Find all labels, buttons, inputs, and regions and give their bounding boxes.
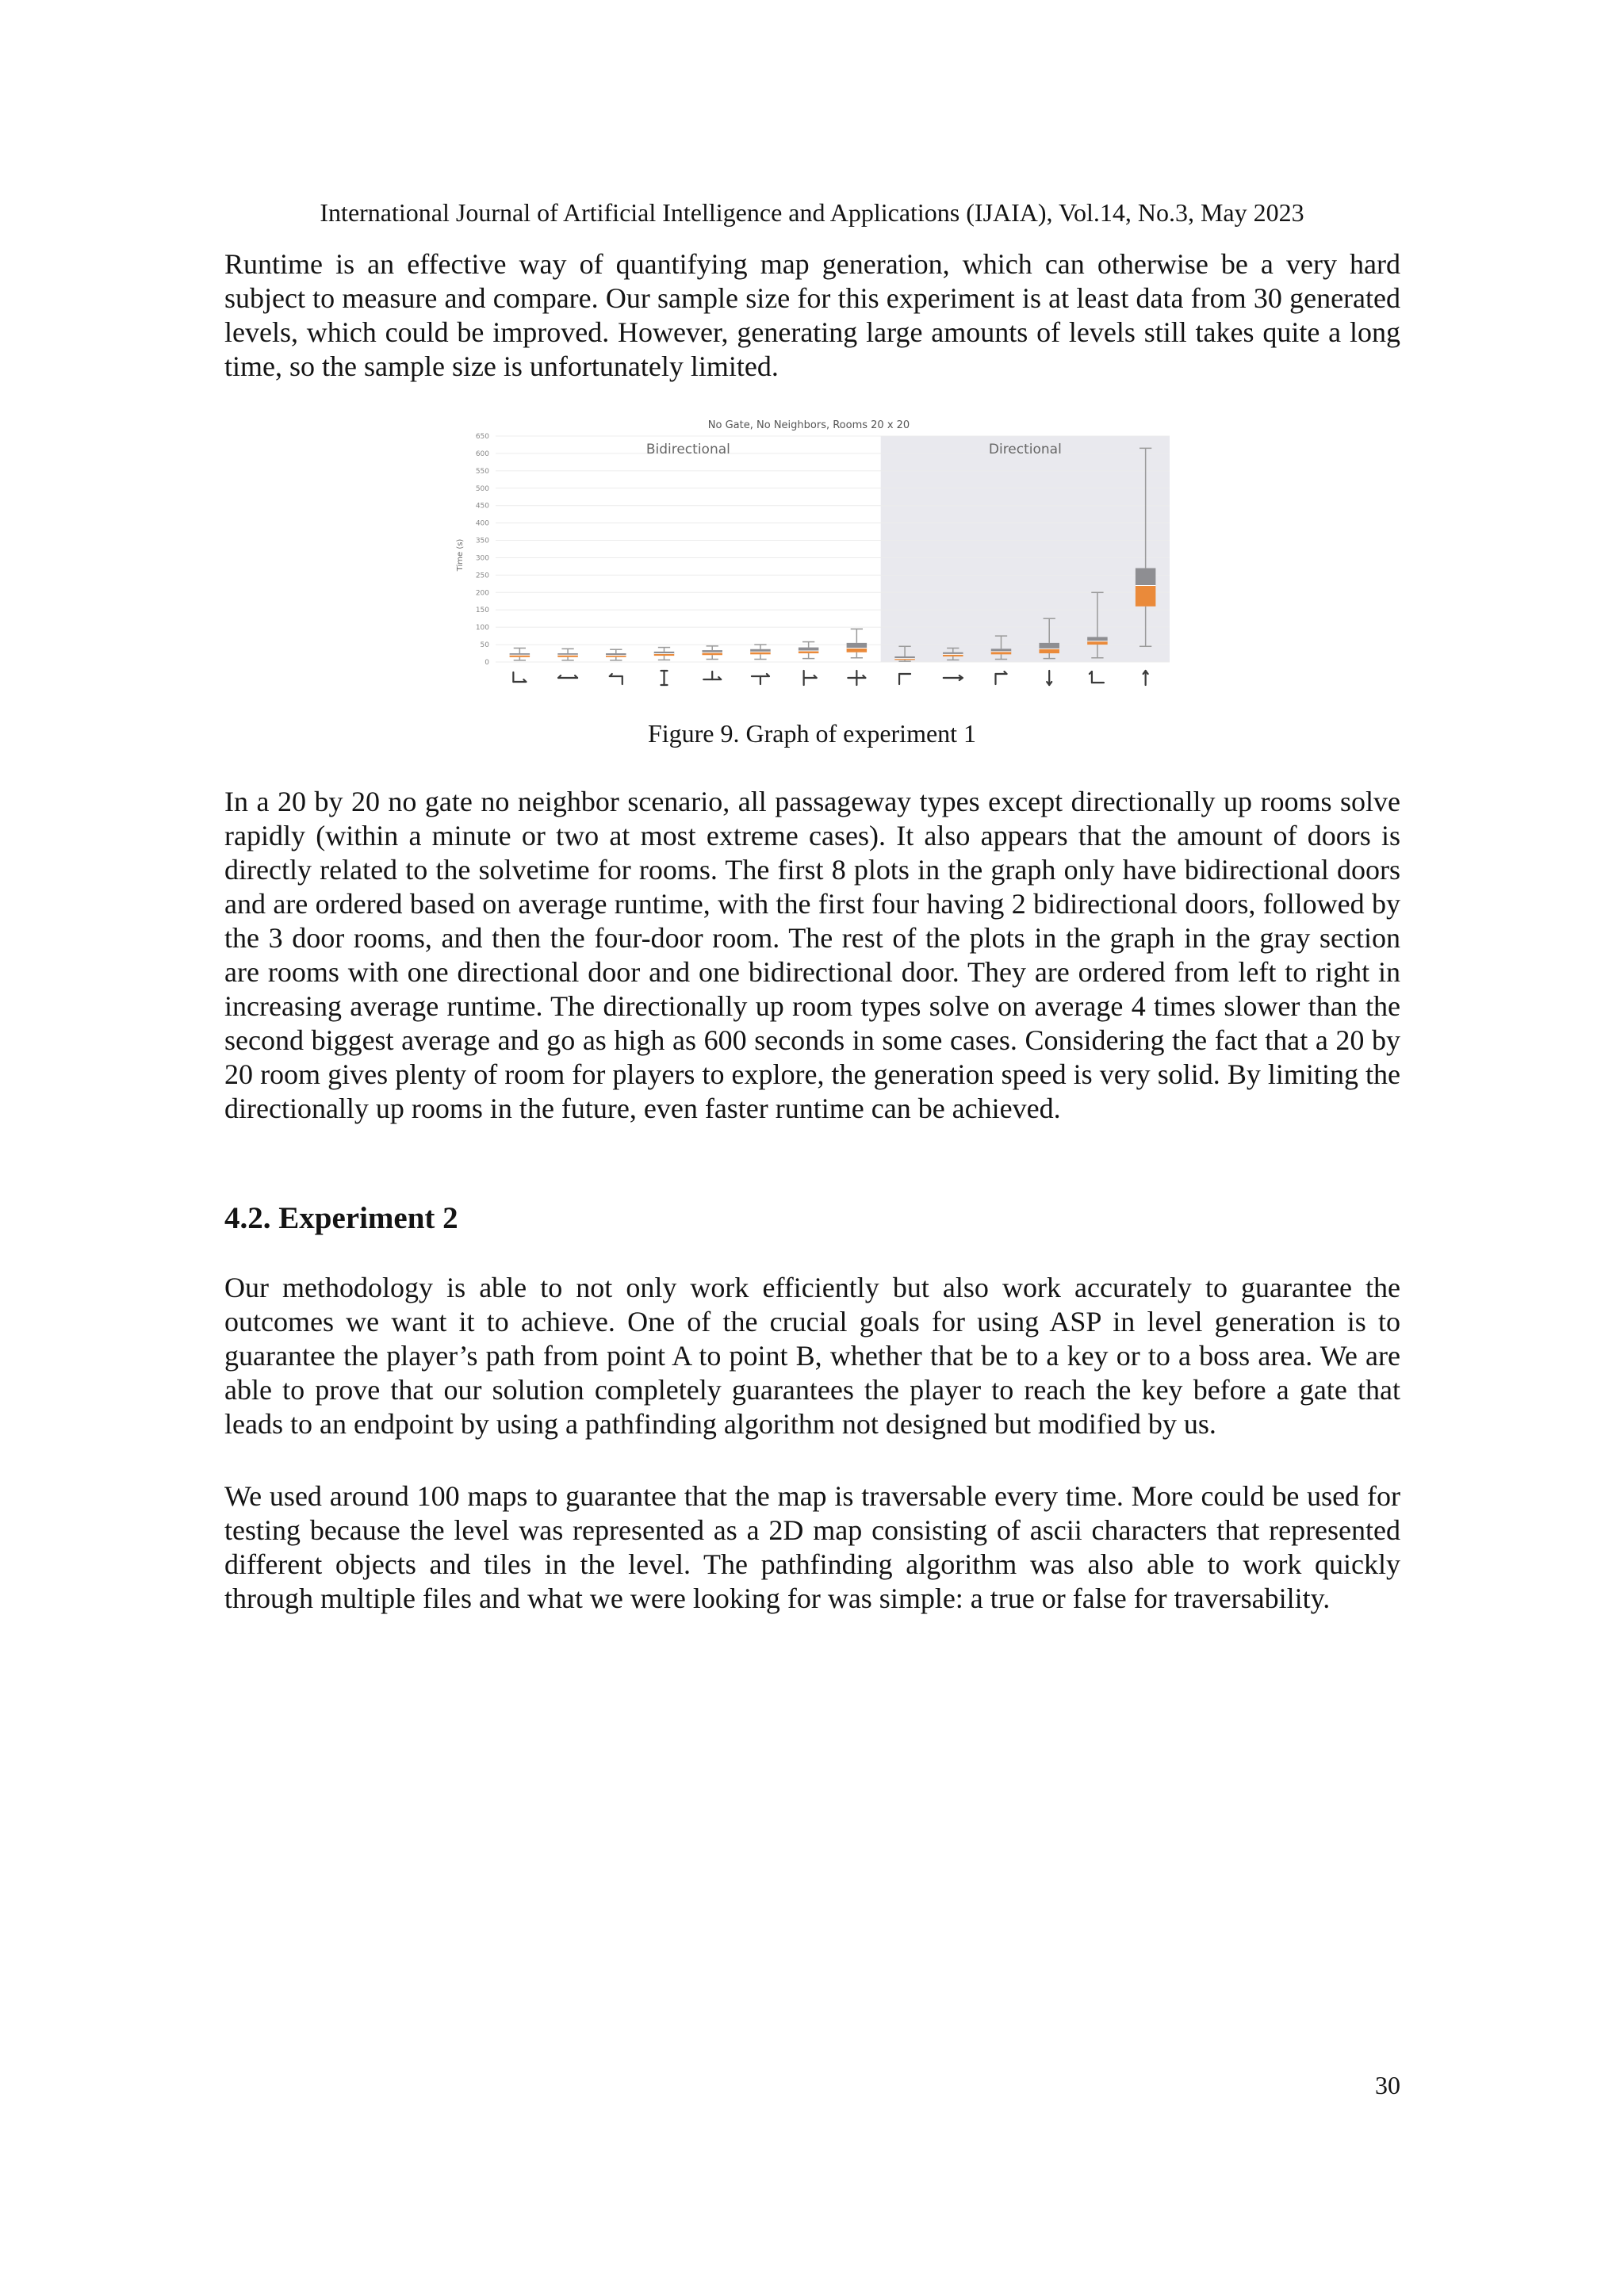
section-heading: 4.2. Experiment 2 [224,1201,458,1235]
icon-t-side-bidirectional [804,671,817,685]
y-tick-label: 450 [475,502,489,511]
chart-y-axis-label: Time (s) [456,538,465,572]
box-upper-half [1039,643,1059,649]
icon-horizontal-directional [944,675,963,680]
box-lower-half [991,652,1012,655]
box-plot-5 [702,646,722,660]
box-lower-half [1039,649,1059,653]
icon-up-directional [1143,671,1148,685]
box-plot-2 [557,649,578,660]
box-upper-half [1136,568,1156,586]
y-tick-label: 0 [485,659,489,667]
chart-title: No Gate, No Neighbors, Rooms 20 x 20 [707,419,910,431]
y-tick-label: 50 [480,641,489,650]
box-lower-half [1087,641,1108,645]
figure-caption: Figure 9. Graph of experiment 1 [647,719,977,748]
paragraph-experiment-1-discussion: In a 20 by 20 no gate no neighbor scenario, all passageway types except directionally up rooms solve rapidly (within a minute or two at most extreme cases). It also appears that the amount of doors is directly related to the solvetime for rooms. The first 8 plots in the graph only have bidirectional doors and are ordered based on average runtime, with the first four having 2 bidirectional doors, followed by the 3 door rooms, and then the four-door room. The rest of the plots in the graph in the gray section are rooms with one directional door and one bidirectional door. They are ordered from left to right in increasing average runtime. The directionally up room types solve on average 4 times slower than the second biggest average and go as high as 600 seconds in some cases. Considering the fact that a 20 by 20 room gives plenty of room for players to explore, the generation speed is very solid. By limiting the directionally up rooms in the future, even faster runtime can be achieved. [224,786,1400,1124]
section-label-bidirectional: Bidirectional [645,442,730,457]
section-label-directional: Directional [988,442,1062,457]
y-tick-label: 650 [475,433,489,441]
y-tick-label: 250 [475,572,489,580]
experiment-1-box-plot [440,414,1178,691]
box-plot-6 [750,645,771,659]
box-lower-half [1136,586,1156,607]
paragraph-traversability: We used around 100 maps to guarantee that the map is traversable every time. More could be used for testing because the level was represented as a 2D map consisting of ascii characters that represented different objects and tiles in the level. The pathfinding algorithm was also able to work quickly through multiple files and what we were looking for was simple: a true or false for traversability. [224,1480,1400,1614]
box-upper-half [799,648,819,651]
y-tick-label: 400 [475,519,489,528]
icon-cross-bidirectional [848,671,865,685]
box-lower-half [847,648,868,652]
paragraph-runtime: Runtime is an effective way of quantifying map generation, which can otherwise be a very hard subject to measure and compare. Our sample size for this experiment is at least data from 30 generated levels, which could be improved. However, generating large amounts of levels still takes quite a long time, so the sample size is unfortunately limited. [224,248,1400,382]
y-tick-label: 200 [475,589,489,598]
box-plot-1 [510,648,530,660]
box-upper-half [847,643,868,649]
paragraph-methodology: Our methodology is able to not only work efficiently but also work accurately to guarantee the outcomes we want it to achieve. One of the crucial goals for using ASP in level generation is to guarantee the player’s path from point A to point B, whether that be to a key or to a boss area. We are able to prove that our solution completely guarantees the player to reach the key before a gate that leads to an endpoint by using a pathfinding algorithm not designed but modified by us. [224,1272,1400,1440]
y-tick-label: 300 [475,554,489,563]
y-tick-label: 550 [475,467,489,476]
box-plot-4 [654,648,675,660]
box-upper-half [750,649,771,652]
y-tick-label: 600 [475,450,489,458]
icon-corner-bidirectional-2 [610,674,622,684]
icon-vertical-bidirectional [661,671,668,685]
y-tick-label: 500 [475,484,489,493]
box-plot-3 [606,649,626,660]
icon-t-up-bidirectional [752,674,769,684]
y-tick-label: 350 [475,537,489,545]
icon-t-down-bidirectional [703,672,721,679]
icon-corner-bidirectional [513,672,526,682]
icon-corner-directional-2 [996,672,1007,684]
icon-horizontal-bidirectional [558,675,577,678]
directional-section-shade [881,436,1170,662]
icon-corner-up-directional [1090,672,1104,683]
icon-corner-directional [899,674,910,684]
y-tick-label: 150 [475,607,489,615]
running-header: International Journal of Artificial Intelligence and Applications (IJAIA), Vol.14, No.3, May 2023 [320,198,1304,227]
page-number: 30 [1375,2071,1400,2099]
box-plot-8 [847,629,868,657]
y-tick-label: 100 [475,624,489,633]
icon-down-directional [1047,671,1051,685]
box-upper-half [991,649,1012,652]
box-upper-half [1087,637,1108,641]
